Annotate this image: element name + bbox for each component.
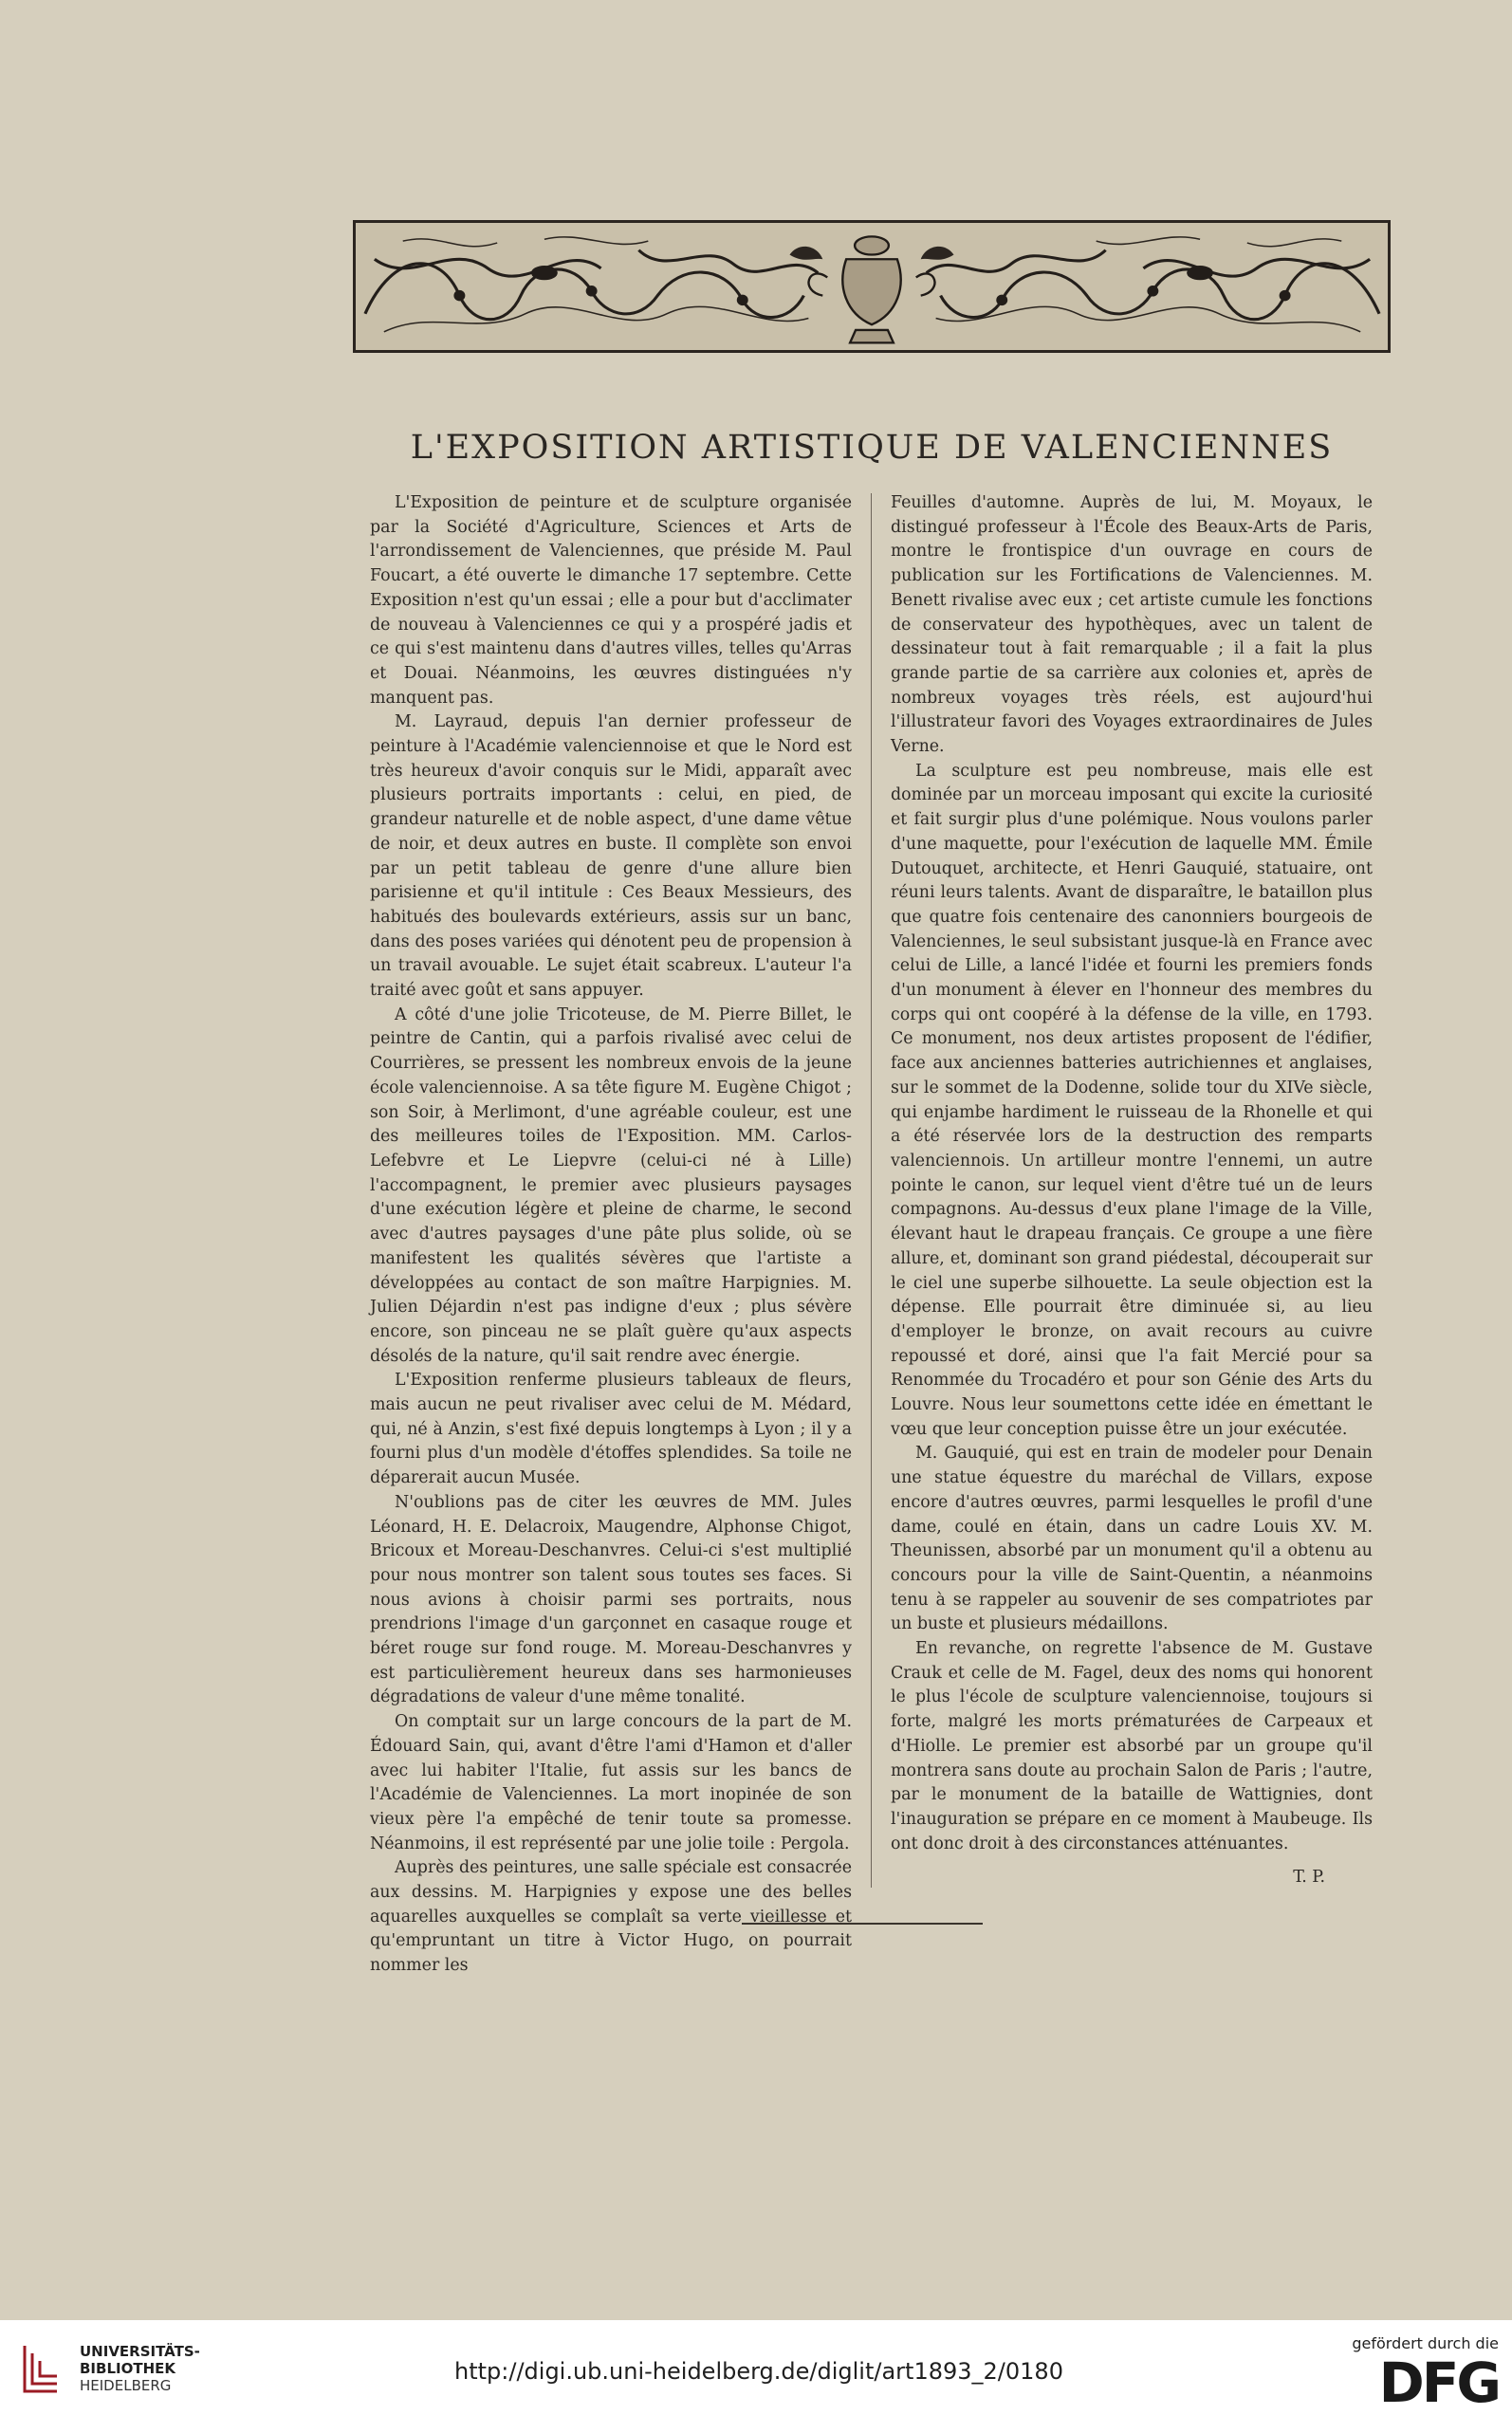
paragraph: N'oublions pas de citer les œuvres de MM. Jules Léonard, H. E. Delacroix, Maugendre, Alphonse Chigot, Bricoux et Moreau-Deschanvres. Celui-ci s'est multiplié pour nous montrer son talent sous toutes ses faces. Si nous avions à choisir parmi ses portraits, nous prendrions l'image d'un garçonnet en casaque rouge et béret rouge sur fond rouge. M. Moreau-Deschanvres y est particulièrement heureux dans ses harmonieuses dégradations de valeur d'une même tonalité.	[370, 1492, 852, 1707]
author-signature: T. P.	[1293, 1868, 1325, 1888]
institution-name	[80, 2343, 200, 2394]
ornament-scroll-icon	[356, 223, 1388, 350]
paragraph: L'Exposition renferme plusieurs tableaux de fleurs, mais aucun ne peut rivaliser avec celui de M. Médard, qui, né à Anzin, s'est fixé depuis longtemps à Lyon ; il y a fourni plus d'un modèle d'étoffes splendides. Sa toile ne déparerait aucun Musée.	[370, 1371, 852, 1488]
paragraph: L'Exposition de peinture et de sculpture organisée par la Société d'Agriculture, Sciences et Arts de l'arrondissement de Valenciennes, que préside M. Paul Foucart, a été ouverte le dimanche 17 septembre. Cette Exposition n'est qu'un essai ; elle a pour but d'acclimater de nouveau à Valenciennes ce qui y a prospéré jadis et ce qui s'est maintenu dans d'autres villes, telles qu'Arras et Douai. Néanmoins, les œuvres distinguées n'y manquent pas.	[370, 493, 852, 708]
institution-line: BIBLIOTHEK	[80, 2360, 175, 2377]
source-url-link[interactable]: http://digi.ub.uni-heidelberg.de/diglit/art1893_2/0180	[454, 2358, 1063, 2385]
paragraph: On comptait sur un large concours de la part de M. Édouard Sain, qui, avant d'être l'ami d'Hamon et d'aller avec lui habiter l'Italie, fut assis sur les bancs de l'Académie de Valenciennes. La mort inopinée de son vieux père l'a empêché de tenir toute sa promesse. Néanmoins, il est représenté par une jolie toile : Pergola.	[370, 1712, 852, 1853]
ornamental-banner-image	[353, 220, 1391, 353]
paragraph: En revanche, on regrette l'absence de M. Gustave Crauk et celle de M. Fagel, deux des noms qui honorent le plus l'école de sculpture valenciennoise, toujours si forte, malgré les morts prématurées de Carpeaux et d'Hiolle. Le premier est absorbé par un groupe qu'il montrera sans doute au prochain Salon de Paris ; l'autre, par le monument de la bataille de Wattignies, dont l'inauguration se prépare en ce moment à Maubeuge. Ils ont donc droit à des circonstances atténuantes.	[891, 1639, 1373, 1853]
text-column-right	[891, 491, 1373, 1890]
paragraph: Auprès des peintures, une salle spéciale est consacrée aux dessins. M. Harpignies y expose une des belles aquarelles auxquelles se complaît sa verte vieillesse et qu'empruntant un titre à Victor Hugo, on pourrait nommer les	[370, 1858, 852, 1976]
dfg-logo[interactable]: DFG	[1378, 2350, 1499, 2415]
end-rule	[742, 1923, 983, 1925]
paragraph: A côté d'une jolie Tricoteuse, de M. Pierre Billet, le peintre de Cantin, qui a parfois rivalisé avec celui de Courrières, se pressent les nombreux envois de la jeune école valenciennoise. A sa tête figure M. Eugène Chigot ; son Soir, à Merlimont, d'une agréable couleur, est une des meilleures toiles de l'Exposition. MM. Carlos-Lefebvre et Le Liepvre (celui-ci né à Lille) l'accompagnent, le premier avec plusieurs paysages d'une exécution légère et pleine de charme, le second avec d'autres paysages d'une pâte plus solide, où se manifestent les qualités sévères que l'artiste a développées au contact de son maître Harpignies. M. Julien Déjardin n'est pas indigne d'eux ; plus sévère encore, son pinceau ne se plaît guère qu'aux aspects désolés de la nature, qu'il sait rendre avec énergie.	[370, 1005, 852, 1366]
paragraph: M. Gauquié, qui est en train de modeler pour Denain une statue équestre du maréchal de Villars, expose encore d'autres œuvres, parmi lesquelles le profil d'une dame, coulé en étain, dans un cadre Louis XV. M. Theunissen, absorbé par un monument qu'il a obtenu au concours pour la ville de Saint-Quentin, a néanmoins tenu à se rappeler au souvenir de ses compatriotes par un buste et plusieurs médaillons.	[891, 1444, 1373, 1634]
paragraph: M. Layraud, depuis l'an dernier professeur de peinture à l'Académie valenciennoise et que le Nord est très heureux d'avoir conquis sur le Midi, apparaît avec plusieurs portraits importants : celui, en pied, de grandeur naturelle et de noble aspect, d'une dame vêtue de noir, et deux autres en buste. Il complète son envoi par un petit tableau de genre d'une allure bien parisienne et qu'il intitule : Ces Beaux Messieurs, des habitués des boulevards extérieurs, assis sur un banc, dans des poses variées qui dénotent peu de propension à un travail avouable. Le sujet était scabreux. L'auteur l'a traité avec goût et sans appuyer.	[370, 712, 852, 1001]
paragraph: Feuilles d'automne. Auprès de lui, M. Moyaux, le distingué professeur à l'École des Beaux-Arts de Paris, montre le frontispice d'un ouvrage en cours de publication sur les Fortifications de Valenciennes. M. Benett rivalise avec eux ; cet artiste cumule les fonctions de conservateur des hypothèques, avec un talent de dessinateur tout à fait remarquable ; il a fait la plus grande partie de sa carrière aux colonies et, après de nombreux voyages très réels, est aujourd'hui l'illustrateur favori des Voyages extraordinaires de Jules Verne.	[891, 493, 1373, 757]
ub-heidelberg-logo-icon[interactable]	[21, 2342, 61, 2395]
paragraph: La sculpture est peu nombreuse, mais elle est dominée par un morceau imposant qui excite la curiosité et fait surgir plus d'une polémique. Nous voulons parler d'une maquette, pour l'exécution de laquelle MM. Émile Dutouquet, architecte, et Henri Gauquié, statuaire, ont réuni leurs talents. Avant de disparaître, le bataillon plus que quatre fois centenaire des canonniers bourgeois de Valenciennes, le seul subsistant jusque-là en France avec celui de Lille, a lancé l'idée et fourni les premiers fonds d'un monument à élever en l'honneur des membres du corps qui ont coopéré à la défense de la ville, en 1793. Ce monument, nos deux artistes proposent de l'édifier, face aux anciennes batteries autrichiennes et anglaises, sur le sommet de la Dodenne, solide tour du XIVe siècle, qui enjambe hardiment le ruisseau de la Rhonelle et qui a été réservée lors de la destruction des remparts valenciennois. Un artilleur montre l'ennemi, un autre pointe le canon, sur lequel vient d'être tué un de leurs compagnons. Au-dessus d'eux plane l'image de la Ville, élevant haut le drapeau français. Ce groupe a une fière allure, et, dominant son grand piédestal, découperait sur le ciel une superbe silhouette. La seule objection est la dépense. Elle pourrait être diminuée si, au lieu d'employer le bronze, on avait recours au cuivre repoussé et doré, ainsi que l'a fait Mercié pour sa Renommée du Trocadéro et pour son Génie des Arts du Louvre. Nous leur soumettons cette idée en émettant le vœu que leur conception puisse être un jour exécutée.	[891, 761, 1373, 1439]
institution-line: HEIDELBERG	[80, 2377, 172, 2394]
article-title: L'EXPOSITION ARTISTIQUE DE VALENCIENNES	[410, 429, 1334, 467]
institution-line: UNIVERSITÄTS-	[80, 2343, 200, 2360]
column-divider	[871, 493, 872, 1888]
funding-label: gefördert durch die	[1352, 2334, 1499, 2352]
text-column-left	[370, 491, 852, 1979]
